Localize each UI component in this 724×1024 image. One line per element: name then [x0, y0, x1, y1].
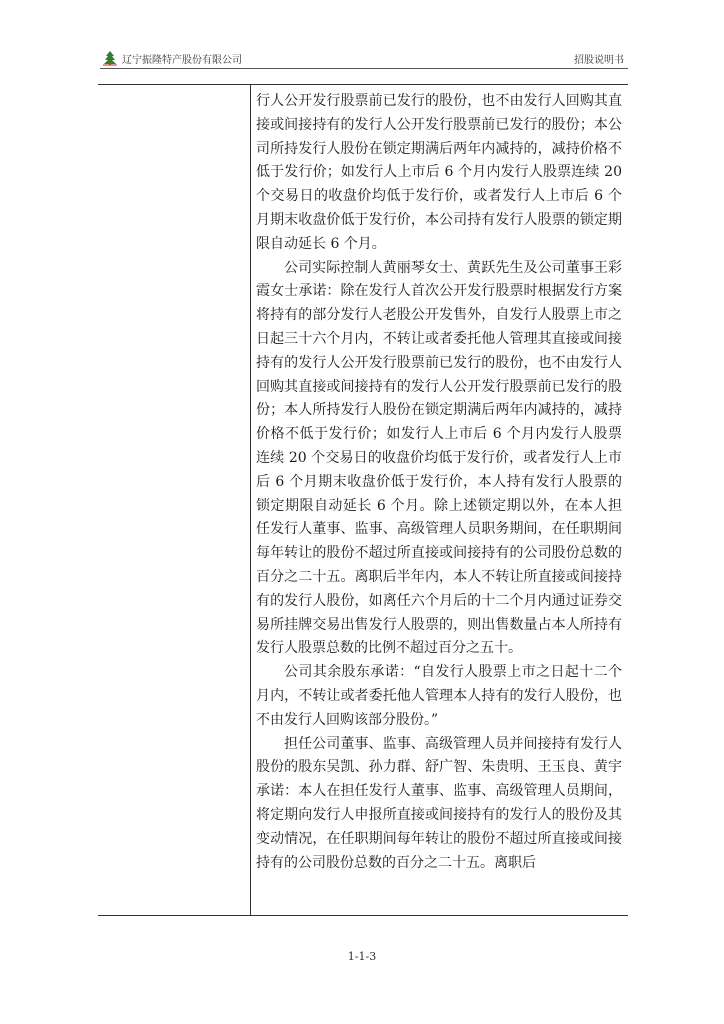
page-header — [100, 48, 628, 69]
company-logo-icon — [102, 50, 118, 66]
page-number: 1-1-3 — [347, 950, 377, 963]
paragraph-management-commitment: 担任公司董事、监事、高级管理人员并间接持有发行人股份的股东吴凯、孙力群、舒广智、朱贵明、王玉良、黄宇承诺：本人在担任发行人董事、监事、高级管理人员期间，将定期向发行人申报所直接或间接持有的发行人的股份及其变动情况，在任职期间每年转让的股份不超过所直接或间接持有的公司股份总数的百分之二十五。离职后 — [256, 735, 622, 871]
document-title: 招股说明书 — [574, 55, 624, 66]
paragraph-other-shareholders: 公司其余股东承诺：“自发行人股票上市之日起十二个月内，不转让或者委托他人管理本人持有的发行人股份，也不由发行人回购该部分股份。” — [256, 664, 622, 728]
paragraph-continued: 行人公开发行股票前已发行的股份，也不由发行人回购其直接或间接持有的发行人公开发行股票前已发行的股份；本公司所持发行人股份在锁定期满后两年内减持的，减持价格不低于发行价；如发行人上市后 6 个月内发行人股票连续 20 个交易日的收盘价均低于发行价，或者发行人上市后 6 个月期末收盘价低于发行价，本公司持有发行人股票的锁定期限自动延长 6 个月。 — [256, 93, 622, 252]
table-column-divider — [250, 84, 251, 915]
company-name: 辽宁振隆特产股份有限公司 — [122, 55, 242, 66]
paragraph-controller-commitment: 公司实际控制人黄丽琴女士、黄跃先生及公司董事王彩霞女士承诺：除在发行人首次公开发行股票时根据发行方案将持有的部分发行人老股公开发售外，自发行人股票上市之日起三十六个月内，不转让或者委托他人管理其直接或间接持有的发行人公开发行股票前已发行的股份，也不由发行人回购其直接或间接持有的发行人公开发行股票前已发行的股份；本人所持发行人股份在锁定期满后两年内减持的，减持价格不低于发行价；如发行人上市后 6 个月内发行人股票连续 20 个交易日的收盘价均低于发行价，或者发行人上市后 6 个月期末收盘价低于发行价，本人持有发行人股票的锁定期限自动延长 6 个月。除上述锁定期以外，在本人担任发行人董事、监事、高级管理人员职务期间，在任职期间每年转让的股份不超过所直接或间接持有的公司股份总数的百分之二十五。离职后半年内，本人不转让所直接或间接持有的发行人股份，如离任六个月后的十二个月内通过证券交易所挂牌交易出售发行人股票的，则出售数量占本人所持有发行人股票总数的比例不超过百分之五十。 — [256, 259, 622, 657]
table-content-cell — [256, 90, 622, 910]
